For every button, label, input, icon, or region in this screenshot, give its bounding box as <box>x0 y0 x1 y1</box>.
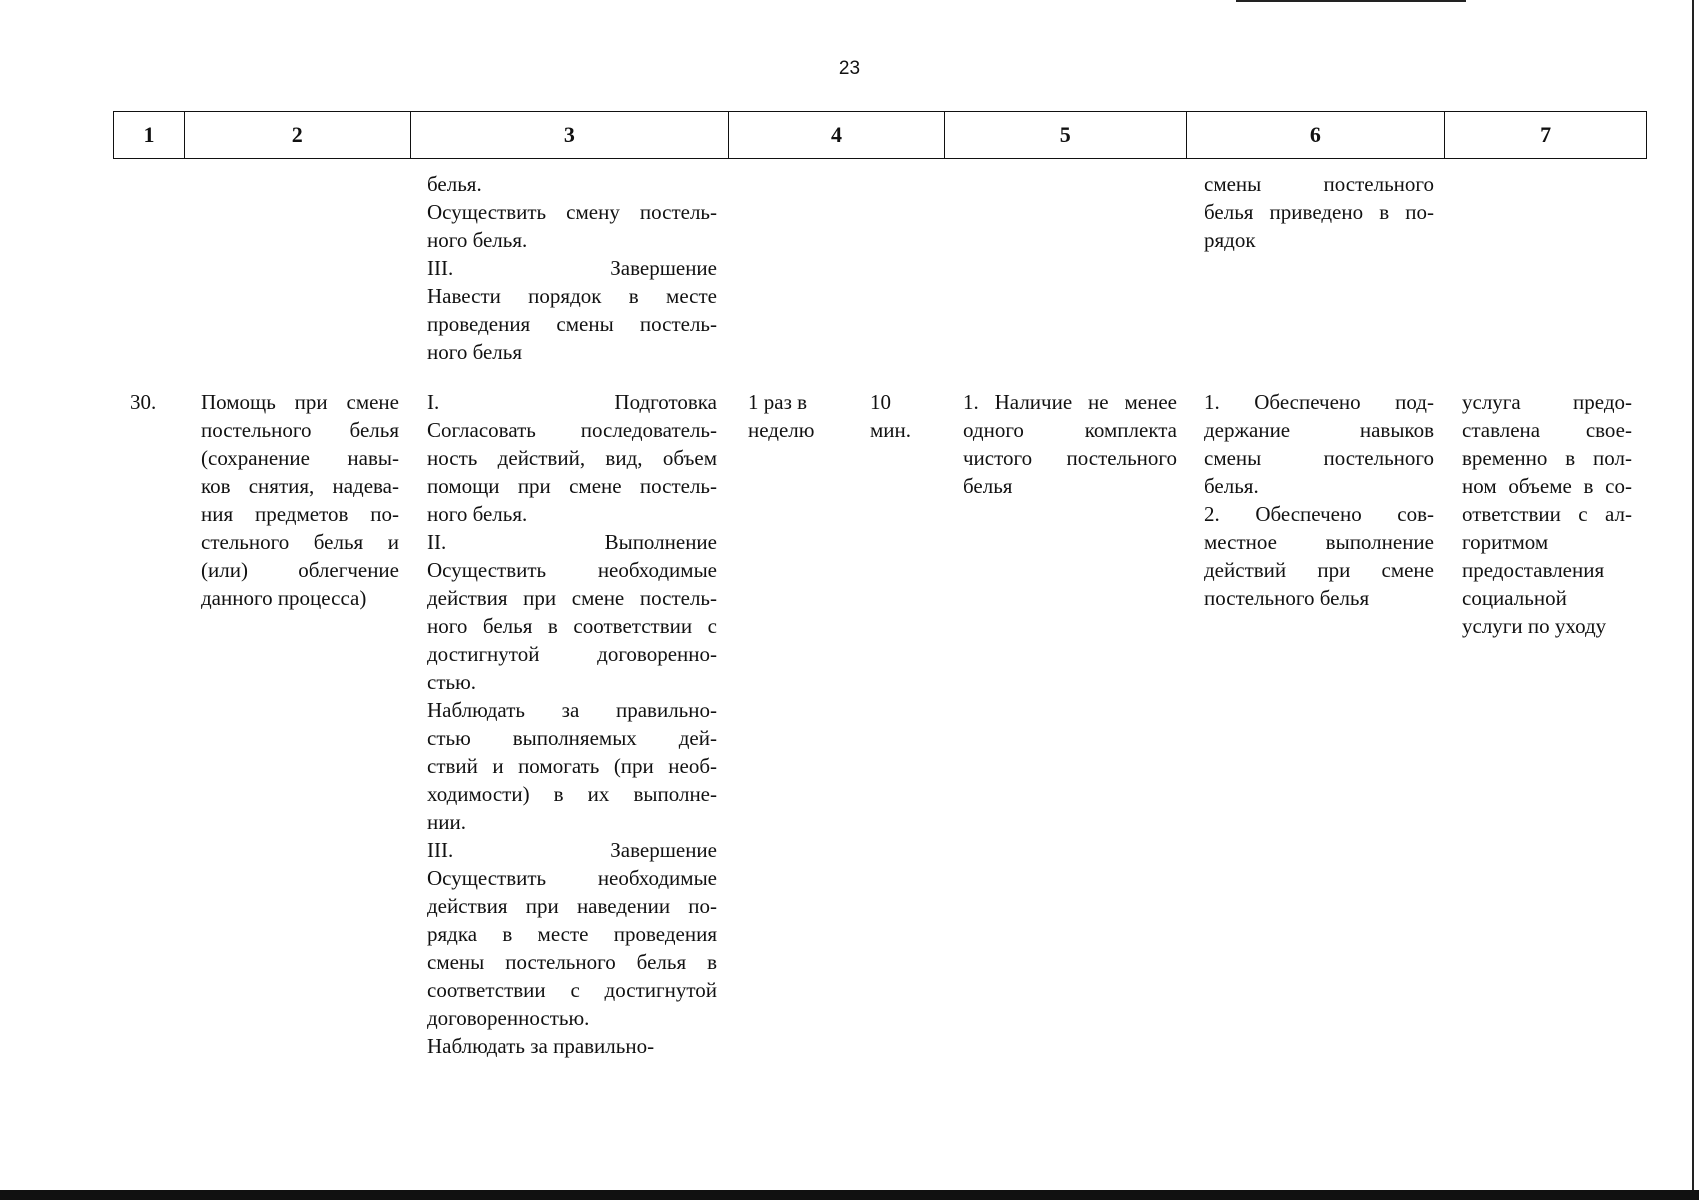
text-line: договоренностью. <box>427 1006 590 1030</box>
text-line: данного процесса) <box>201 586 367 610</box>
text-line: предоставления <box>1462 558 1605 582</box>
text-line: неделю <box>748 418 815 442</box>
scan-right-edge <box>1692 0 1694 1192</box>
text-line: (сохранение навы- <box>201 446 399 470</box>
text-line: II. Выполнение <box>427 530 717 554</box>
text-line: Навести порядок в месте <box>427 284 717 308</box>
text-line: смены постельного <box>1204 446 1434 470</box>
text-line: постельного белья <box>201 418 399 442</box>
row-result <box>1204 388 1434 612</box>
row-service-name <box>201 388 399 612</box>
scan-bottom-edge <box>0 1190 1699 1200</box>
continuation-col6 <box>1204 170 1434 254</box>
header-col-5: 5 <box>945 112 1187 158</box>
text-line: Согласовать последователь- <box>427 418 717 442</box>
text-line: стью. <box>427 670 477 694</box>
text-line: 1. Обеспечено под- <box>1204 390 1434 414</box>
text-line: горитмом <box>1462 530 1549 554</box>
text-line: ходимости) в их выполне- <box>427 782 717 806</box>
text-line: временно в пол- <box>1462 446 1632 470</box>
text-line: держание навыков <box>1204 418 1434 442</box>
text-line: 2. Обеспечено сов- <box>1204 502 1434 526</box>
header-col-1: 1 <box>114 112 185 158</box>
row-procedure <box>427 388 717 1060</box>
text-line: действий при смене <box>1204 558 1434 582</box>
text-line: услуга предо- <box>1462 390 1632 414</box>
text-line: стельного белья и <box>201 530 399 554</box>
text-line: мин. <box>870 418 912 442</box>
header-col-3: 3 <box>411 112 730 158</box>
text-line: белья. <box>427 172 482 196</box>
text-line: ного белья. <box>427 502 528 526</box>
text-line: услуги по уходу <box>1462 614 1607 638</box>
text-line: смены постельного белья в <box>427 950 717 974</box>
continuation-col3 <box>427 170 717 366</box>
text-line: Осуществить необходимые <box>427 558 717 582</box>
text-line: III. Завершение <box>427 838 717 862</box>
text-line: действия при наведении по- <box>427 894 717 918</box>
text-line: местное выполнение <box>1204 530 1434 554</box>
text-line: Помощь при смене <box>201 390 399 414</box>
row-frequency <box>748 388 838 444</box>
text-line: чистого постельного <box>963 446 1177 470</box>
text-line: ния предметов по- <box>201 502 399 526</box>
text-line: смены постельного <box>1204 172 1434 196</box>
text-line: одного комплекта <box>963 418 1177 442</box>
text-line: ного белья. <box>427 228 528 252</box>
header-col-6: 6 <box>1187 112 1446 158</box>
text-line: достигнутой договоренно- <box>427 642 717 666</box>
scan-edge-line <box>1236 0 1466 2</box>
header-col-2: 2 <box>185 112 411 158</box>
header-col-4: 4 <box>729 112 945 158</box>
text-line: ность действий, вид, объем <box>427 446 717 470</box>
text-line: (или) облегчение <box>201 558 399 582</box>
text-line: ставлена свое- <box>1462 418 1632 442</box>
text-line: I. Подготовка <box>427 390 717 414</box>
text-line: ном объеме в со- <box>1462 474 1632 498</box>
text-line: ного белья <box>427 340 523 364</box>
text-line: нии. <box>427 810 466 834</box>
page-number: 23 <box>838 58 861 79</box>
text-line: белья. <box>1204 474 1259 498</box>
text-line: белья <box>963 474 1013 498</box>
text-line: соответствии с достигнутой <box>427 978 717 1002</box>
text-line: действия при смене постель- <box>427 586 717 610</box>
text-line: белья приведено в по- <box>1204 200 1434 224</box>
text-line: социальной <box>1462 586 1567 610</box>
row-number: 30. <box>130 390 157 414</box>
text-line: 1 раз в <box>748 390 808 414</box>
text-line: стью выполняемых дей- <box>427 726 717 750</box>
text-line: помощи при смене постель- <box>427 474 717 498</box>
text-line: постельного белья <box>1204 586 1370 610</box>
row-evaluation <box>1462 388 1632 640</box>
text-line: 10 <box>870 390 891 414</box>
header-col-7: 7 <box>1540 122 1552 147</box>
text-line: 1. Наличие не менее <box>963 390 1177 414</box>
table-header-row <box>113 111 1647 159</box>
text-line: ответствии с ал- <box>1462 502 1632 526</box>
text-line: рядок <box>1204 228 1256 252</box>
text-line: ствий и помогать (при необ- <box>427 754 717 778</box>
text-line: Наблюдать за правильно- <box>427 698 717 722</box>
text-line: Осуществить смену постель- <box>427 200 717 224</box>
text-line: рядка в месте проведения <box>427 922 717 946</box>
text-line: ного белья в соответствии с <box>427 614 717 638</box>
row-duration <box>870 388 926 444</box>
text-line: III. Завершение <box>427 256 717 280</box>
text-line: Наблюдать за правильно- <box>427 1034 655 1058</box>
text-line: ков снятия, надева- <box>201 474 399 498</box>
row-conditions <box>963 388 1177 500</box>
text-line: проведения смены постель- <box>427 312 717 336</box>
text-line: Осуществить необходимые <box>427 866 717 890</box>
